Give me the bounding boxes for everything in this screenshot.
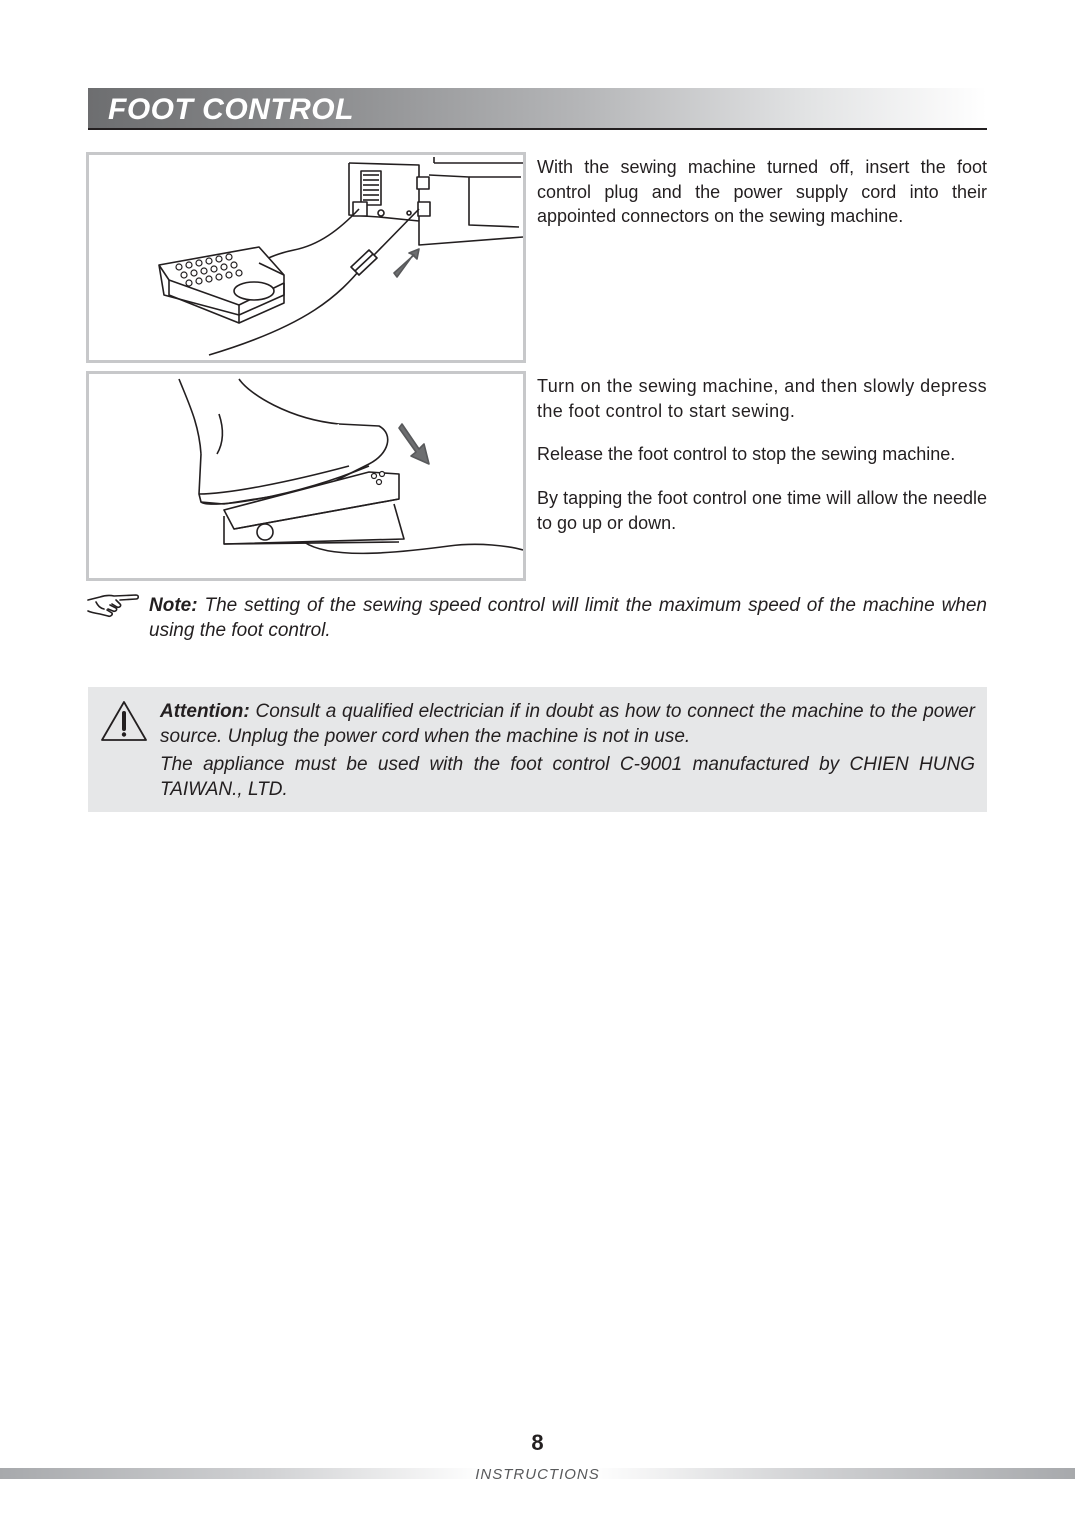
instruction-needle-up-down: By tapping the foot control one time will allow the needle to go up or down. [537,488,987,533]
section-title-bar [88,88,987,130]
instruction-start-sewing: Turn on the sewing machine, and then slowly depress the foot control to start sewing. [537,376,987,421]
foot-control-plug-illustration [89,155,523,360]
attention-box [88,687,987,812]
attention-text [160,699,975,749]
page-title: FOOT CONTROL [108,93,354,126]
footer-label: INSTRUCTIONS [475,1466,600,1483]
note-label: Note: [149,595,198,616]
attention-body: Consult a qualified electrician if in doubt as how to connect the machine to the power source. Unplug the power cord when the machine is not in use. [160,701,975,747]
foot-pressing-pedal-illustration [89,374,523,578]
instruction-stop-sewing: Release the foot control to stop the sewing machine. [537,444,956,464]
note-body: The setting of the sewing speed control will limit the maximum speed of the machine when using the foot control. [149,595,987,641]
pointing-hand-icon [86,592,140,618]
page-number: 8 [531,1430,544,1455]
note-text [149,593,987,643]
figure-depress-foot-control [86,371,526,581]
attention-foot-control-model: The appliance must be used with the foot control C-9001 manufactured by CHIEN HUNG TAIWAN., LTD. [160,754,975,800]
figure-plug-in-foot-control [86,152,526,363]
attention-label: Attention: [160,701,250,722]
warning-triangle-icon [99,699,149,743]
instruction-insert-plug: With the sewing machine turned off, insert the foot control plug and the power supply cord into their appointed connectors on the sewing machine. [537,157,987,226]
